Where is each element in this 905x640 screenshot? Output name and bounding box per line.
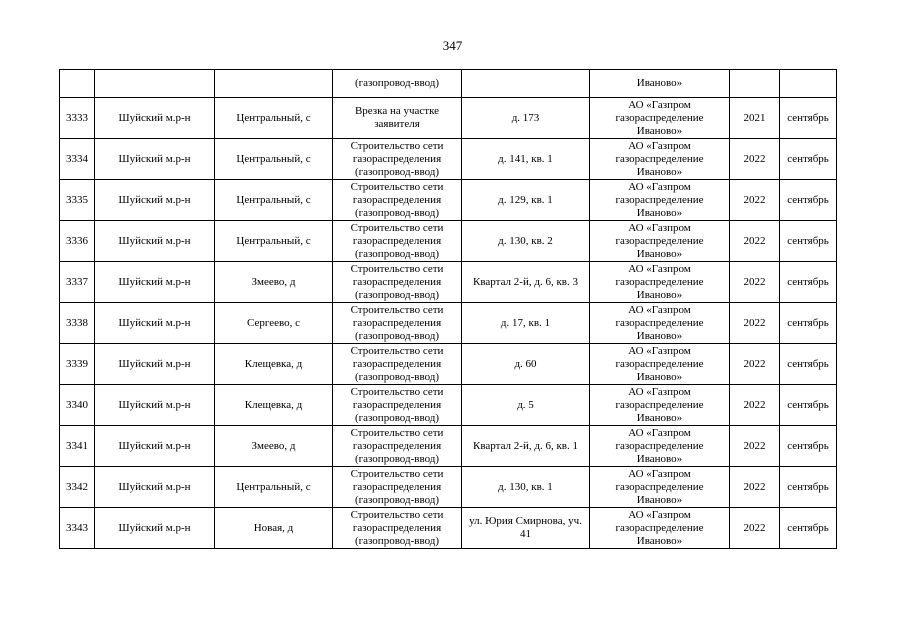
cell-organization: Иваново» (590, 70, 730, 98)
table-row (60, 221, 837, 262)
cell-number (60, 70, 95, 98)
cell-month: сентябрь (780, 98, 837, 139)
cell-month: сентябрь (780, 262, 837, 303)
cell-number: 3333 (60, 98, 95, 139)
cell-number: 3339 (60, 344, 95, 385)
cell-settlement: Змеево, д (215, 262, 333, 303)
cell-month (780, 70, 837, 98)
cell-month: сентябрь (780, 303, 837, 344)
cell-district: Шуйский м.р-н (95, 221, 215, 262)
cell-month: сентябрь (780, 221, 837, 262)
table-row (60, 426, 837, 467)
cell-number: 3342 (60, 467, 95, 508)
cell-number: 3340 (60, 385, 95, 426)
gas-connection-table (59, 69, 837, 549)
table-row (60, 303, 837, 344)
cell-address: ул. Юрия Смирнова, уч. 41 (462, 508, 590, 549)
cell-organization: АО «Газпром газораспределение Иваново» (590, 98, 730, 139)
cell-month: сентябрь (780, 180, 837, 221)
cell-address: д. 5 (462, 385, 590, 426)
cell-number: 3341 (60, 426, 95, 467)
cell-organization: АО «Газпром газораспределение Иваново» (590, 139, 730, 180)
cell-district (95, 70, 215, 98)
cell-work: Строительство сети газораспределения (газопровод-ввод) (333, 262, 462, 303)
cell-address: д. 141, кв. 1 (462, 139, 590, 180)
cell-address: д. 60 (462, 344, 590, 385)
cell-district: Шуйский м.р-н (95, 262, 215, 303)
cell-settlement: Клещевка, д (215, 344, 333, 385)
table-row (60, 508, 837, 549)
cell-number: 3334 (60, 139, 95, 180)
cell-year: 2022 (730, 508, 780, 549)
cell-number: 3335 (60, 180, 95, 221)
cell-year: 2021 (730, 98, 780, 139)
cell-month: сентябрь (780, 426, 837, 467)
cell-district: Шуйский м.р-н (95, 508, 215, 549)
cell-district: Шуйский м.р-н (95, 139, 215, 180)
cell-organization: АО «Газпром газораспределение Иваново» (590, 344, 730, 385)
cell-district: Шуйский м.р-н (95, 98, 215, 139)
page-number: 347 (442, 38, 463, 53)
cell-work: Строительство сети газораспределения (газопровод-ввод) (333, 221, 462, 262)
cell-organization: АО «Газпром газораспределение Иваново» (590, 426, 730, 467)
cell-year (730, 70, 780, 98)
table-row (60, 70, 837, 98)
cell-organization: АО «Газпром газораспределение Иваново» (590, 385, 730, 426)
cell-settlement: Центральный, с (215, 98, 333, 139)
cell-settlement: Центральный, с (215, 139, 333, 180)
cell-year: 2022 (730, 221, 780, 262)
table-row (60, 98, 837, 139)
cell-address: д. 130, кв. 2 (462, 221, 590, 262)
cell-organization: АО «Газпром газораспределение Иваново» (590, 508, 730, 549)
cell-organization: АО «Газпром газораспределение Иваново» (590, 221, 730, 262)
cell-month: сентябрь (780, 467, 837, 508)
cell-settlement (215, 70, 333, 98)
cell-organization: АО «Газпром газораспределение Иваново» (590, 303, 730, 344)
cell-year: 2022 (730, 344, 780, 385)
cell-month: сентябрь (780, 385, 837, 426)
cell-number: 3336 (60, 221, 95, 262)
cell-work: (газопровод-ввод) (333, 70, 462, 98)
cell-year: 2022 (730, 139, 780, 180)
cell-work: Врезка на участке заявителя (333, 98, 462, 139)
cell-district: Шуйский м.р-н (95, 385, 215, 426)
cell-organization: АО «Газпром газораспределение Иваново» (590, 467, 730, 508)
cell-address: д. 130, кв. 1 (462, 467, 590, 508)
cell-work: Строительство сети газораспределения (газопровод-ввод) (333, 344, 462, 385)
cell-year: 2022 (730, 303, 780, 344)
table-row (60, 344, 837, 385)
cell-address: д. 129, кв. 1 (462, 180, 590, 221)
cell-district: Шуйский м.р-н (95, 426, 215, 467)
cell-district: Шуйский м.р-н (95, 303, 215, 344)
table-row (60, 139, 837, 180)
cell-year: 2022 (730, 426, 780, 467)
cell-address: Квартал 2-й, д. 6, кв. 1 (462, 426, 590, 467)
cell-work: Строительство сети газораспределения (газопровод-ввод) (333, 426, 462, 467)
cell-number: 3337 (60, 262, 95, 303)
cell-work: Строительство сети газораспределения (газопровод-ввод) (333, 303, 462, 344)
cell-organization: АО «Газпром газораспределение Иваново» (590, 262, 730, 303)
cell-district: Шуйский м.р-н (95, 344, 215, 385)
cell-year: 2022 (730, 467, 780, 508)
cell-number: 3343 (60, 508, 95, 549)
cell-settlement: Новая, д (215, 508, 333, 549)
cell-work: Строительство сети газораспределения (газопровод-ввод) (333, 467, 462, 508)
table-row (60, 262, 837, 303)
cell-number: 3338 (60, 303, 95, 344)
cell-settlement: Центральный, с (215, 180, 333, 221)
cell-year: 2022 (730, 180, 780, 221)
cell-work: Строительство сети газораспределения (газопровод-ввод) (333, 385, 462, 426)
cell-month: сентябрь (780, 344, 837, 385)
cell-address: д. 17, кв. 1 (462, 303, 590, 344)
table-row (60, 467, 837, 508)
cell-settlement: Сергеево, с (215, 303, 333, 344)
cell-address: Квартал 2-й, д. 6, кв. 3 (462, 262, 590, 303)
cell-settlement: Клещевка, д (215, 385, 333, 426)
table-row (60, 180, 837, 221)
cell-work: Строительство сети газораспределения (газопровод-ввод) (333, 508, 462, 549)
cell-year: 2022 (730, 262, 780, 303)
cell-organization: АО «Газпром газораспределение Иваново» (590, 180, 730, 221)
cell-work: Строительство сети газораспределения (газопровод-ввод) (333, 139, 462, 180)
cell-address: д. 173 (462, 98, 590, 139)
cell-settlement: Змеево, д (215, 426, 333, 467)
cell-address (462, 70, 590, 98)
cell-settlement: Центральный, с (215, 221, 333, 262)
cell-month: сентябрь (780, 139, 837, 180)
cell-month: сентябрь (780, 508, 837, 549)
table-row (60, 385, 837, 426)
cell-year: 2022 (730, 385, 780, 426)
cell-settlement: Центральный, с (215, 467, 333, 508)
cell-work: Строительство сети газораспределения (газопровод-ввод) (333, 180, 462, 221)
cell-district: Шуйский м.р-н (95, 180, 215, 221)
cell-district: Шуйский м.р-н (95, 467, 215, 508)
